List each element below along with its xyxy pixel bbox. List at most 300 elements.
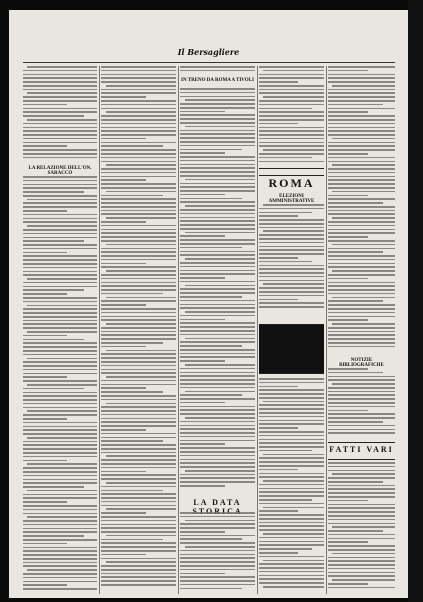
text-line bbox=[259, 567, 324, 569]
section-heading: ROMA bbox=[268, 176, 315, 190]
text-line bbox=[180, 375, 255, 377]
text-line bbox=[328, 316, 395, 318]
section-heading: IN TRENO DA ROMA A TIVOLI bbox=[181, 78, 254, 83]
text-line bbox=[23, 392, 97, 394]
text-line bbox=[332, 579, 395, 581]
section-heading: NOTIZIE BIBLIOGRAFICHE bbox=[339, 358, 384, 368]
text-line bbox=[101, 342, 163, 344]
text-line bbox=[332, 217, 395, 219]
text-line bbox=[328, 398, 395, 400]
text-line bbox=[328, 308, 395, 310]
text-line bbox=[259, 423, 324, 425]
text-line bbox=[101, 213, 176, 215]
text-line bbox=[23, 312, 97, 314]
text-line bbox=[27, 463, 97, 465]
column-2 bbox=[101, 66, 176, 594]
text-line bbox=[263, 204, 324, 206]
text-line bbox=[180, 194, 225, 196]
text-line bbox=[259, 257, 298, 259]
text-line bbox=[185, 126, 256, 128]
text-line bbox=[23, 361, 97, 363]
text-line bbox=[101, 138, 146, 140]
text-line bbox=[23, 184, 97, 186]
text-line bbox=[328, 572, 395, 574]
text-line bbox=[101, 176, 176, 178]
text-line bbox=[180, 447, 255, 449]
text-line bbox=[328, 266, 395, 268]
text-line bbox=[328, 402, 395, 404]
text-line bbox=[180, 70, 255, 72]
text-line bbox=[328, 549, 395, 551]
text-line bbox=[23, 528, 97, 530]
text-line bbox=[180, 254, 255, 256]
text-line bbox=[101, 259, 176, 261]
text-line bbox=[259, 491, 324, 493]
text-line bbox=[180, 130, 255, 132]
text-line bbox=[185, 520, 256, 522]
text-line bbox=[101, 338, 176, 340]
text-line bbox=[23, 520, 97, 522]
text-line bbox=[259, 563, 324, 565]
text-line bbox=[23, 89, 97, 91]
text-line bbox=[328, 304, 395, 306]
text-line bbox=[180, 334, 255, 336]
text-line bbox=[259, 89, 324, 91]
text-line bbox=[23, 494, 97, 496]
text-line bbox=[328, 100, 395, 102]
text-line bbox=[332, 553, 395, 555]
text-line bbox=[101, 361, 176, 363]
text-line bbox=[180, 118, 255, 120]
text-line bbox=[101, 334, 176, 336]
text-line bbox=[23, 505, 97, 507]
text-line bbox=[259, 302, 324, 304]
text-line bbox=[101, 524, 176, 526]
text-line bbox=[23, 429, 97, 431]
text-line bbox=[101, 357, 176, 359]
text-line bbox=[23, 259, 97, 261]
text-line bbox=[101, 505, 176, 507]
text-line bbox=[27, 119, 97, 121]
text-line bbox=[259, 510, 298, 512]
text-line bbox=[23, 130, 97, 132]
text-line bbox=[259, 142, 324, 144]
text-line bbox=[106, 376, 177, 378]
text-line bbox=[180, 186, 255, 188]
text-line bbox=[328, 557, 395, 559]
text-line bbox=[23, 195, 97, 197]
text-line bbox=[185, 258, 256, 260]
text-line bbox=[101, 300, 176, 302]
text-line bbox=[328, 466, 395, 468]
text-line bbox=[328, 77, 395, 79]
text-line bbox=[328, 161, 395, 163]
text-line bbox=[23, 134, 97, 136]
text-line bbox=[23, 70, 97, 72]
text-line bbox=[23, 475, 97, 477]
text-line bbox=[328, 149, 395, 151]
text-line bbox=[101, 92, 176, 94]
text-line bbox=[23, 584, 67, 586]
text-line bbox=[259, 537, 324, 539]
text-line bbox=[180, 322, 255, 324]
text-line bbox=[259, 575, 324, 577]
text-line bbox=[259, 522, 324, 524]
text-line bbox=[180, 379, 255, 381]
text-line bbox=[23, 221, 97, 223]
text-line bbox=[23, 274, 97, 276]
text-line bbox=[259, 518, 324, 520]
text-line bbox=[101, 369, 176, 371]
text-line bbox=[259, 541, 324, 543]
text-line bbox=[180, 209, 255, 211]
text-line bbox=[101, 195, 163, 197]
text-line bbox=[106, 164, 177, 166]
text-line bbox=[259, 145, 324, 147]
text-line bbox=[180, 443, 225, 445]
text-line bbox=[180, 368, 255, 370]
text-line bbox=[328, 462, 395, 464]
text-line bbox=[263, 586, 324, 588]
text-line bbox=[180, 262, 255, 264]
text-line bbox=[180, 114, 255, 116]
text-line bbox=[23, 237, 97, 239]
text-line bbox=[180, 580, 255, 582]
text-line bbox=[180, 523, 255, 525]
text-line bbox=[101, 225, 176, 227]
text-line bbox=[101, 440, 163, 442]
text-line bbox=[180, 383, 255, 385]
text-line bbox=[180, 281, 255, 283]
text-line bbox=[23, 365, 97, 367]
text-line bbox=[259, 161, 324, 163]
text-line bbox=[23, 535, 84, 537]
text-line bbox=[328, 89, 395, 91]
text-line bbox=[101, 274, 176, 276]
text-line bbox=[101, 542, 176, 544]
text-line bbox=[328, 206, 395, 208]
text-line bbox=[259, 404, 324, 406]
text-line bbox=[180, 319, 225, 321]
text-line bbox=[23, 539, 97, 541]
text-line bbox=[259, 153, 324, 155]
text-line bbox=[106, 270, 177, 272]
text-line bbox=[263, 480, 324, 482]
text-line bbox=[180, 111, 225, 113]
text-line bbox=[328, 179, 395, 181]
text-line bbox=[259, 77, 324, 79]
text-line bbox=[328, 342, 395, 344]
column-divider bbox=[178, 66, 179, 594]
text-line bbox=[180, 428, 255, 430]
text-line bbox=[101, 527, 176, 529]
text-line bbox=[328, 500, 368, 502]
text-line bbox=[23, 115, 84, 117]
text-line bbox=[101, 187, 176, 189]
text-line bbox=[23, 524, 97, 526]
text-line bbox=[259, 287, 324, 289]
text-line bbox=[259, 495, 324, 497]
text-block bbox=[180, 88, 255, 494]
text-line bbox=[259, 382, 324, 384]
text-line bbox=[328, 515, 395, 517]
text-line bbox=[23, 301, 97, 303]
text-line bbox=[101, 421, 176, 423]
text-line bbox=[180, 455, 255, 457]
text-line bbox=[328, 195, 368, 197]
text-line bbox=[328, 327, 395, 329]
text-line bbox=[328, 187, 395, 189]
text-line bbox=[180, 190, 255, 192]
text-line bbox=[328, 492, 395, 494]
text-line bbox=[259, 412, 324, 414]
text-line bbox=[101, 104, 176, 106]
text-line bbox=[101, 384, 176, 386]
text-line bbox=[180, 92, 255, 94]
text-block bbox=[259, 204, 324, 312]
text-line bbox=[259, 265, 324, 267]
text-line bbox=[180, 561, 255, 563]
text-line bbox=[101, 100, 176, 102]
text-line bbox=[328, 145, 395, 147]
text-line bbox=[328, 92, 395, 94]
text-line bbox=[180, 588, 242, 590]
text-line bbox=[328, 300, 383, 302]
text-line bbox=[259, 514, 324, 516]
text-line bbox=[23, 187, 97, 189]
text-line bbox=[328, 172, 395, 174]
text-line bbox=[328, 123, 395, 125]
text-line bbox=[328, 470, 395, 472]
text-line bbox=[185, 205, 256, 207]
text-line bbox=[23, 210, 67, 212]
text-line bbox=[101, 206, 176, 208]
text-line bbox=[328, 417, 395, 419]
text-line bbox=[27, 490, 97, 492]
text-line bbox=[180, 356, 255, 358]
text-line bbox=[180, 576, 255, 578]
text-line bbox=[259, 212, 312, 214]
divider bbox=[259, 168, 324, 176]
text-line bbox=[101, 406, 176, 408]
text-line bbox=[180, 409, 255, 411]
text-line bbox=[259, 104, 324, 106]
text-line bbox=[180, 270, 255, 272]
text-line bbox=[180, 326, 255, 328]
text-line bbox=[332, 244, 395, 246]
text-line bbox=[328, 176, 395, 178]
text-line bbox=[23, 531, 97, 533]
text-line bbox=[259, 223, 324, 225]
text-line bbox=[180, 527, 255, 529]
text-line bbox=[27, 569, 97, 571]
section-heading: ELEZIONI AMMINISTRATIVE bbox=[268, 194, 315, 204]
text-line bbox=[101, 153, 176, 155]
text-line bbox=[101, 172, 176, 174]
text-line bbox=[180, 387, 255, 389]
text-line bbox=[101, 127, 176, 129]
text-line bbox=[328, 511, 395, 513]
text-line bbox=[106, 535, 177, 537]
text-line bbox=[23, 108, 97, 110]
text-line bbox=[259, 469, 298, 471]
text-line bbox=[27, 331, 97, 333]
text-line bbox=[263, 96, 324, 98]
text-line bbox=[259, 66, 324, 68]
text-line bbox=[328, 338, 395, 340]
text-line bbox=[259, 488, 324, 490]
text-line bbox=[23, 550, 97, 552]
text-line bbox=[23, 327, 97, 329]
text-line bbox=[106, 244, 177, 246]
text-line bbox=[332, 383, 395, 385]
text-line bbox=[180, 584, 255, 586]
text-line bbox=[101, 66, 176, 68]
text-line bbox=[332, 138, 395, 140]
text-line bbox=[259, 446, 324, 448]
text-line bbox=[263, 149, 324, 151]
text-line bbox=[185, 391, 256, 393]
text-line bbox=[259, 427, 298, 429]
text-line bbox=[101, 425, 176, 427]
text-line bbox=[180, 538, 242, 540]
text-line bbox=[259, 465, 324, 467]
text-line bbox=[101, 263, 146, 265]
text-line bbox=[101, 584, 176, 586]
text-line bbox=[23, 565, 97, 567]
text-line bbox=[263, 283, 324, 285]
text-line bbox=[180, 440, 255, 442]
text-line bbox=[101, 161, 176, 163]
text-line bbox=[106, 508, 177, 510]
column-divider bbox=[326, 66, 327, 594]
text-line bbox=[259, 108, 312, 110]
text-line bbox=[180, 542, 255, 544]
text-line bbox=[332, 526, 395, 528]
text-line bbox=[101, 546, 176, 548]
text-line bbox=[23, 414, 97, 416]
text-line bbox=[23, 85, 97, 87]
column-divider bbox=[257, 66, 258, 594]
text-line bbox=[101, 108, 176, 110]
text-line bbox=[23, 149, 97, 151]
text-line bbox=[23, 153, 97, 155]
column-5 bbox=[328, 66, 395, 594]
text-line bbox=[23, 293, 67, 295]
text-line bbox=[101, 486, 176, 488]
text-line bbox=[23, 96, 97, 98]
text-line bbox=[328, 425, 395, 427]
text-line bbox=[180, 133, 255, 135]
text-line bbox=[101, 74, 176, 76]
text-line bbox=[259, 476, 324, 478]
text-line bbox=[101, 459, 176, 461]
text-line bbox=[259, 215, 298, 217]
text-line bbox=[106, 561, 177, 563]
text-line bbox=[106, 323, 177, 325]
text-line bbox=[101, 308, 176, 310]
text-line bbox=[259, 389, 324, 391]
column-divider bbox=[99, 66, 100, 594]
text-line bbox=[23, 111, 97, 113]
text-line bbox=[328, 368, 368, 370]
text-line bbox=[23, 369, 97, 371]
text-line bbox=[23, 373, 97, 375]
text-line bbox=[328, 346, 395, 348]
section-heading: FATTI VARI bbox=[329, 445, 394, 454]
text-line bbox=[23, 81, 97, 83]
text-line bbox=[259, 484, 324, 486]
text-line bbox=[23, 244, 97, 246]
text-line bbox=[101, 539, 163, 541]
text-line bbox=[101, 576, 176, 578]
text-line bbox=[180, 315, 255, 317]
text-line bbox=[259, 261, 312, 263]
text-line bbox=[23, 104, 67, 106]
text-line bbox=[180, 394, 242, 396]
text-line bbox=[180, 300, 255, 302]
text-line bbox=[328, 429, 395, 431]
text-line bbox=[180, 413, 255, 415]
text-line bbox=[328, 545, 395, 547]
text-line bbox=[180, 156, 255, 158]
text-line bbox=[101, 452, 176, 454]
text-line bbox=[259, 85, 324, 87]
text-line bbox=[259, 74, 324, 76]
text-line bbox=[101, 119, 176, 121]
text-line bbox=[185, 285, 256, 287]
text-line bbox=[101, 81, 176, 83]
text-line bbox=[101, 145, 163, 147]
text-line bbox=[23, 157, 97, 159]
text-line bbox=[259, 552, 298, 554]
text-line bbox=[328, 229, 395, 231]
text-line bbox=[180, 459, 255, 461]
text-block bbox=[328, 66, 395, 354]
text-line bbox=[101, 77, 176, 79]
text-line bbox=[259, 393, 324, 395]
text-line bbox=[101, 387, 146, 389]
text-line bbox=[101, 266, 176, 268]
text-line bbox=[180, 213, 255, 215]
text-line bbox=[23, 509, 97, 511]
text-line bbox=[328, 372, 383, 374]
text-line bbox=[101, 312, 176, 314]
text-line bbox=[185, 232, 256, 234]
text-block bbox=[101, 66, 176, 594]
text-line bbox=[23, 456, 97, 458]
text-line bbox=[101, 210, 176, 212]
text-line bbox=[328, 278, 368, 280]
text-line bbox=[328, 331, 395, 333]
text-line bbox=[185, 179, 256, 181]
text-line bbox=[101, 183, 176, 185]
text-line bbox=[101, 130, 176, 132]
text-line bbox=[101, 353, 176, 355]
text-line bbox=[101, 550, 176, 552]
column-4 bbox=[259, 66, 324, 594]
text-line bbox=[259, 219, 324, 221]
text-line bbox=[23, 581, 97, 583]
text-line bbox=[259, 503, 324, 505]
text-line bbox=[27, 278, 97, 280]
text-line bbox=[101, 414, 176, 416]
text-line bbox=[101, 168, 176, 170]
text-line bbox=[101, 202, 176, 204]
text-line bbox=[101, 331, 176, 333]
text-line bbox=[180, 557, 255, 559]
text-line bbox=[328, 153, 368, 155]
